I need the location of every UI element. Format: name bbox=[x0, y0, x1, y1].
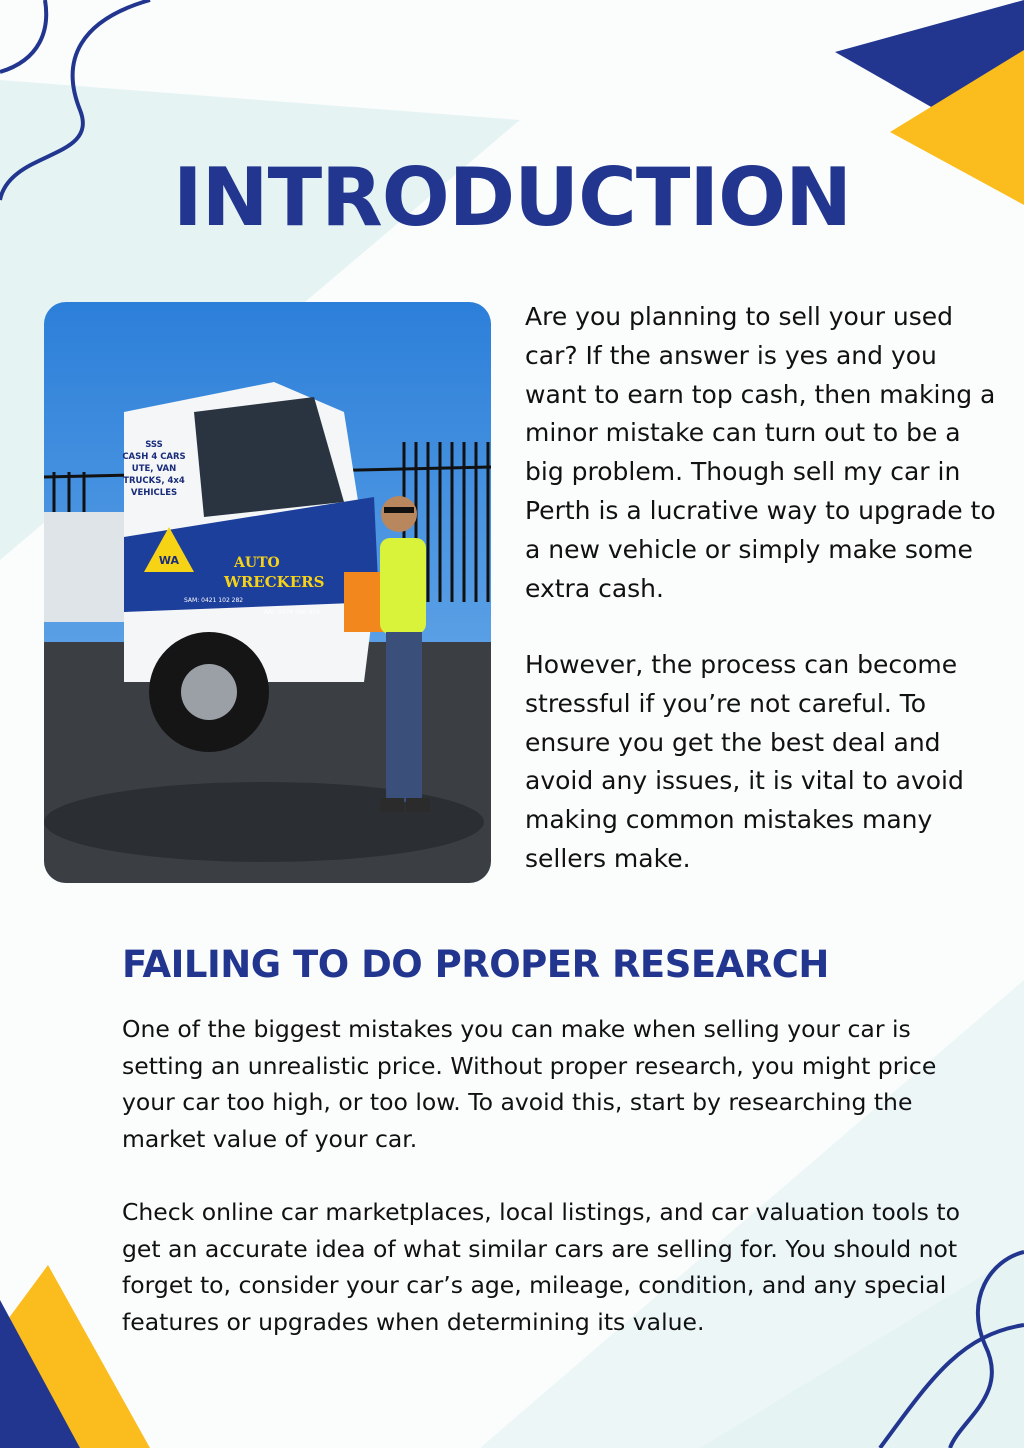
truck-hub bbox=[181, 664, 237, 720]
wa-badge-text: WA bbox=[158, 554, 180, 567]
intro-paragraph-1: Are you planning to sell your used car? If the answer is yes and you want to earn top cash, then making a minor mistake can turn out to be a big problem. Though sell my car in Perth is a lucrative way to upgrade to a new vehicle or simply make some extra cash. bbox=[525, 302, 996, 603]
section-paragraph-1: One of the biggest mistakes you can make when selling your car is setting an unrealistic price. Without proper research, you might price your car too high, or too low. To avoid this, start by researching the market value of your car. bbox=[122, 1015, 937, 1153]
truck-sign-line-2: CASH 4 CARS bbox=[122, 452, 186, 462]
truck-sign-line-3: UTE, VAN bbox=[131, 464, 177, 474]
truck-sign-line-1: SSS bbox=[145, 440, 163, 450]
intro-paragraph-2: However, the process can become stressful if you’re not careful. To ensure you get the best deal and avoid any issues, it is vital to avoid making common mistakes many sellers make. bbox=[525, 650, 964, 873]
section-heading: FAILING TO DO PROPER RESEARCH bbox=[122, 943, 829, 986]
truck-indicator bbox=[344, 572, 384, 632]
brand-line-2: WRECKERS bbox=[224, 573, 325, 591]
truck-sign-line-4: TRUCKS, 4x4 bbox=[123, 476, 185, 486]
wave-line-top-left-a bbox=[0, 0, 46, 72]
truck-photo bbox=[44, 302, 491, 883]
page-title: INTRODUCTION bbox=[172, 151, 852, 244]
phone-right: ARI: 0474 996 454 bbox=[264, 609, 320, 616]
truck-photo-illustration bbox=[44, 302, 491, 883]
brand-line-1: AUTO bbox=[234, 555, 280, 571]
truck-sign-line-5: VEHICLES bbox=[130, 488, 178, 498]
section-paragraph-2: Check online car marketplaces, local listings, and car valuation tools to get an accurate idea of what similar cars are selling for. You should not forget to, consider your car’s age, mileage, condition, and any special features or upgrades when determining its value. bbox=[122, 1198, 960, 1336]
phone-left: SAM: 0421 102 282 bbox=[184, 597, 244, 604]
